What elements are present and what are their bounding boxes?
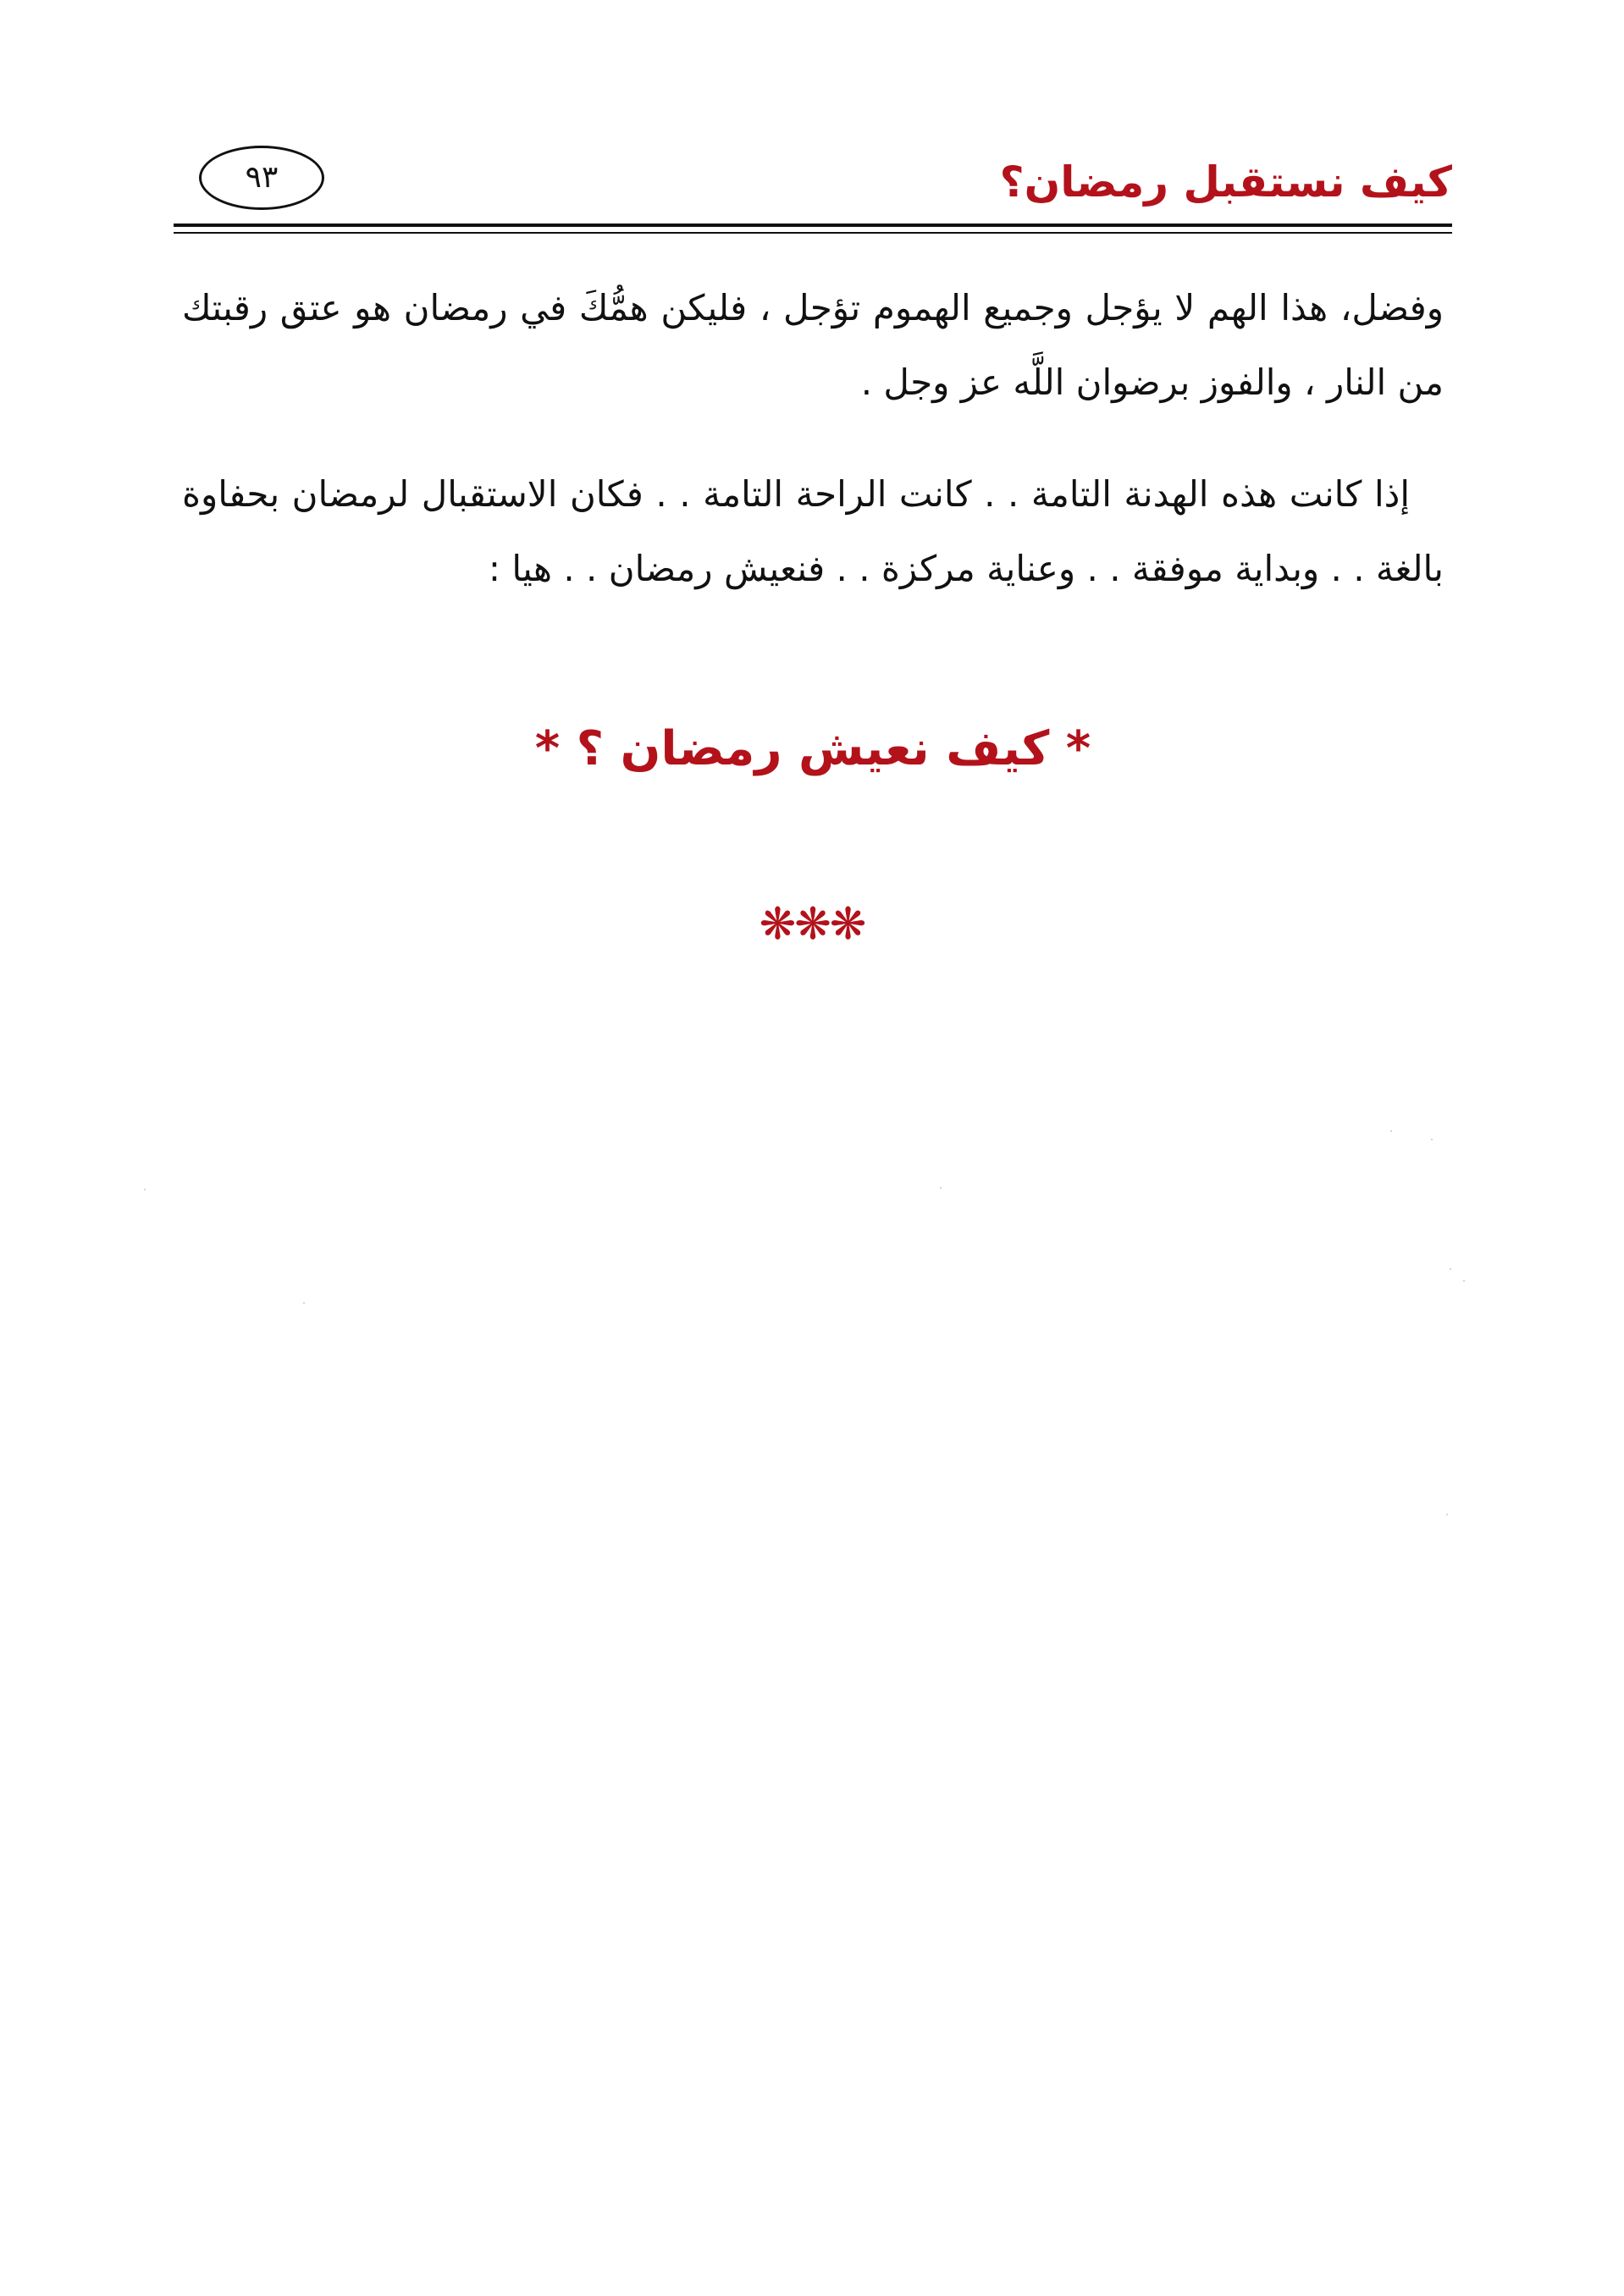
section-heading: * كيف نعيش رمضان ؟ *	[534, 721, 1091, 776]
scan-speck	[1431, 1139, 1433, 1140]
scan-speck	[1390, 1130, 1392, 1132]
header-rule-thin	[174, 232, 1452, 234]
header-rule-thick	[174, 224, 1452, 227]
page-number: ٩٣	[245, 160, 279, 195]
running-title: كيف نستقبل رمضان؟	[999, 157, 1452, 207]
page-number-frame	[199, 146, 324, 210]
page-header	[174, 135, 1452, 229]
scan-speck	[1446, 1514, 1448, 1515]
scan-speck	[1450, 1268, 1451, 1270]
scan-speck	[1463, 1280, 1465, 1282]
section-end-ornament: ❋❋❋	[759, 899, 865, 950]
scan-speck	[303, 1302, 305, 1304]
scan-speck	[144, 1189, 146, 1190]
paragraph-2: إذا كانت هذه الهدنة التامة . . كانت الراحة التامة . . فكان الاستقبال لرمضان بحفاوة بالغة . . وبداية موفقة . . وعناية مركزة . . فنعيش رمضان . . هيا :	[182, 473, 1444, 589]
scan-speck	[940, 1187, 942, 1189]
paragraph-1: وفضل، هذا الهم لا يؤجل وجميع الهموم تؤجل ، فليكن همُّكَ في رمضان هو عتق رقبتك من النار ، والفوز برضوان اللَّه عز وجل .	[182, 287, 1444, 403]
